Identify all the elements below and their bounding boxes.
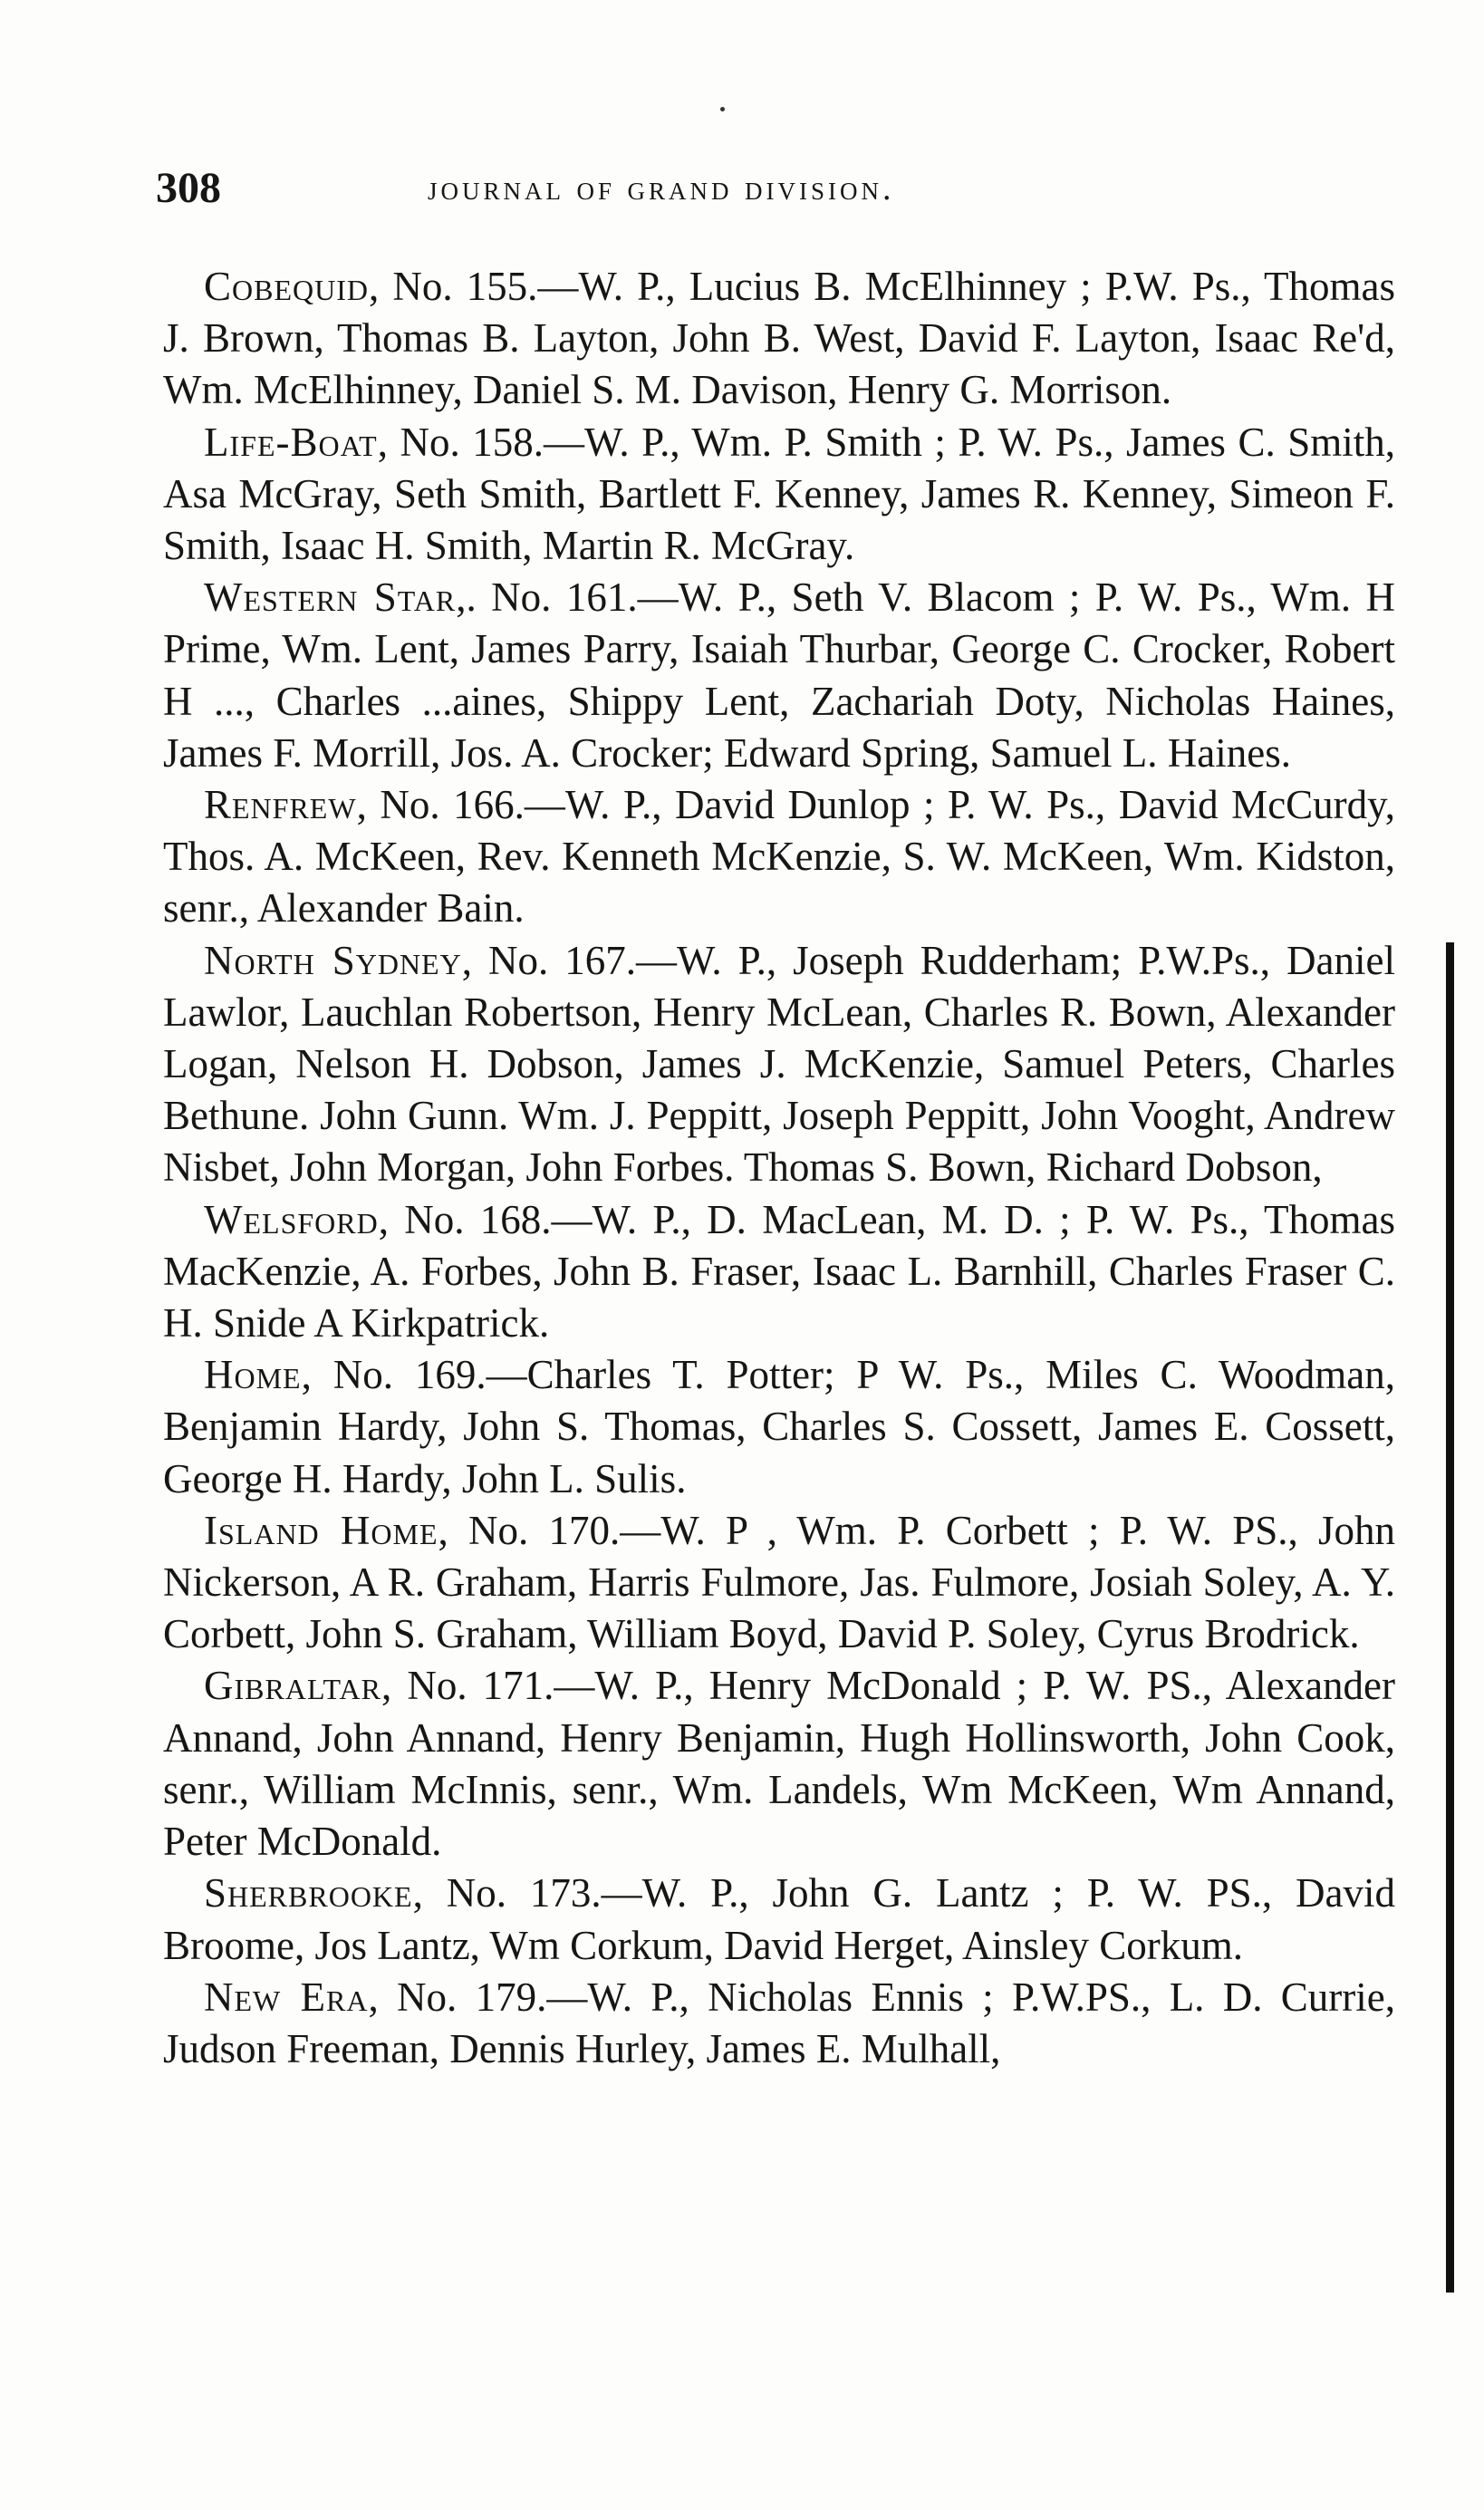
- list-item: [163, 1194, 1395, 1350]
- division-officers: , No. 179.—W. P., Nicholas Ennis ; P.W.PS., L. D. Currie, Judson Freeman, Dennis Hurley, James E. Mulhall,: [163, 1974, 1395, 2071]
- journal-title: journal of grand division.: [428, 169, 895, 208]
- division-officers: , No. 167.—W. P., Joseph Rudderham; P.W.Ps., Daniel Lawlor, Lauchlan Robertson, Henry McLean, Charles R. Bown, Alexander Logan, Nelson H. Dobson, James J. McKenzie, Samuel Peters, Charles Bethune. John Gunn. Wm. J. Peppitt, Joseph Peppitt, John Vooght, Andrew Nisbet, John Morgan, John Forbes. Thomas S. Bown, Richard Dobson,: [163, 937, 1395, 1191]
- division-list: [163, 261, 1395, 2075]
- division-name: Island Home: [204, 1507, 438, 1553]
- division-officers: ,. No. 161.—W. P., Seth V. Blacom ; P. W. Ps., Wm. H Prime, Wm. Lent, James Parry, Isaiah Thurbar, George C. Crocker, Robert H ..., Charles ...aines, Shippy Lent, Zachariah Doty, Nicholas Haines, James F. Morrill, Jos. A. Crocker; Edward Spring, Samuel L. Haines.: [163, 574, 1395, 776]
- division-name: Welsford: [204, 1196, 379, 1242]
- division-name: New Era: [204, 1974, 369, 2020]
- division-name: Western Star: [204, 574, 457, 621]
- list-item: [163, 1868, 1395, 1971]
- list-item: [163, 572, 1395, 779]
- division-officers: , No. 169.—Charles T. Potter; P W. Ps., Miles C. Woodman, Benjamin Hardy, John S. Thomas, Charles S. Cossett, James E. Cossett, George H. Hardy, John L. Sulis.: [163, 1352, 1395, 1501]
- division-officers: , No. 166.—W. P., David Dunlop ; P. W. Ps., David McCurdy, Thos. A. McKeen, Rev. Kenneth McKenzie, S. W. McKeen, Wm. Kidston, senr., Alexander Bain.: [163, 782, 1395, 932]
- division-officers: , No. 168.—W. P., D. MacLean, M. D. ; P. W. Ps., Thomas MacKenzie, A. Forbes, John B. Fraser, Isaac L. Barnhill, Charles Fraser C. H. Snide A Kirkpatrick.: [163, 1196, 1395, 1347]
- running-head: [156, 161, 1399, 216]
- list-item: [163, 1349, 1395, 1505]
- list-item: [163, 1972, 1395, 2075]
- printer-speck: [720, 107, 725, 111]
- page-number: 308: [156, 164, 221, 212]
- division-name: Cobequid: [204, 264, 369, 309]
- division-officers: , No. 171.—W. P., Henry McDonald ; P. W. PS., Alexander Annand, John Annand, Henry Benjamin, Hugh Hollinsworth, John Cook, senr., William McInnis, senr., Wm. Landels, Wm McKeen, Wm Annand, Peter McDonald.: [163, 1663, 1395, 1865]
- list-item: [163, 1660, 1395, 1868]
- list-item: [163, 261, 1395, 417]
- list-item: [163, 779, 1395, 935]
- division-officers: , No. 170.—W. P , Wm. P. Corbett ; P. W. PS., John Nickerson, A R. Graham, Harris Fulmore, Jas. Fulmore, Josiah Soley, A. Y. Corbett, John S. Graham, William Boyd, David P. Soley, Cyrus Brodrick.: [163, 1507, 1396, 1657]
- division-name: Life-Boat: [204, 419, 378, 465]
- division-officers: , No. 158.—W. P., Wm. P. Smith ; P. W. Ps., James C. Smith, Asa McGray, Seth Smith, Bartlett F. Kenney, James R. Kenney, Simeon F. Smith, Isaac H. Smith, Martin R. McGray.: [163, 419, 1395, 569]
- division-name: Home: [204, 1352, 302, 1398]
- list-item: [163, 1505, 1395, 1661]
- division-name: Renfrew: [204, 782, 357, 828]
- list-item: [163, 417, 1395, 573]
- margin-rule: [1446, 942, 1454, 2293]
- division-name: Gibraltar: [204, 1663, 381, 1709]
- list-item: [163, 935, 1395, 1194]
- division-name: North Sydney: [204, 937, 462, 983]
- division-name: Sherbrooke: [204, 1870, 413, 1916]
- division-officers: , No. 173.—W. P., John G. Lantz ; P. W. PS., David Broome, Jos Lantz, Wm Corkum, David Herget, Ainsley Corkum.: [163, 1870, 1395, 1968]
- division-officers: , No. 155.—W. P., Lucius B. McElhinney ; P.W. Ps., Thomas J. Brown, Thomas B. Layton, John B. West, David F. Layton, Isaac Re'd, Wm. McElhinney, Daniel S. M. Davison, Henry G. Morrison.: [163, 264, 1395, 413]
